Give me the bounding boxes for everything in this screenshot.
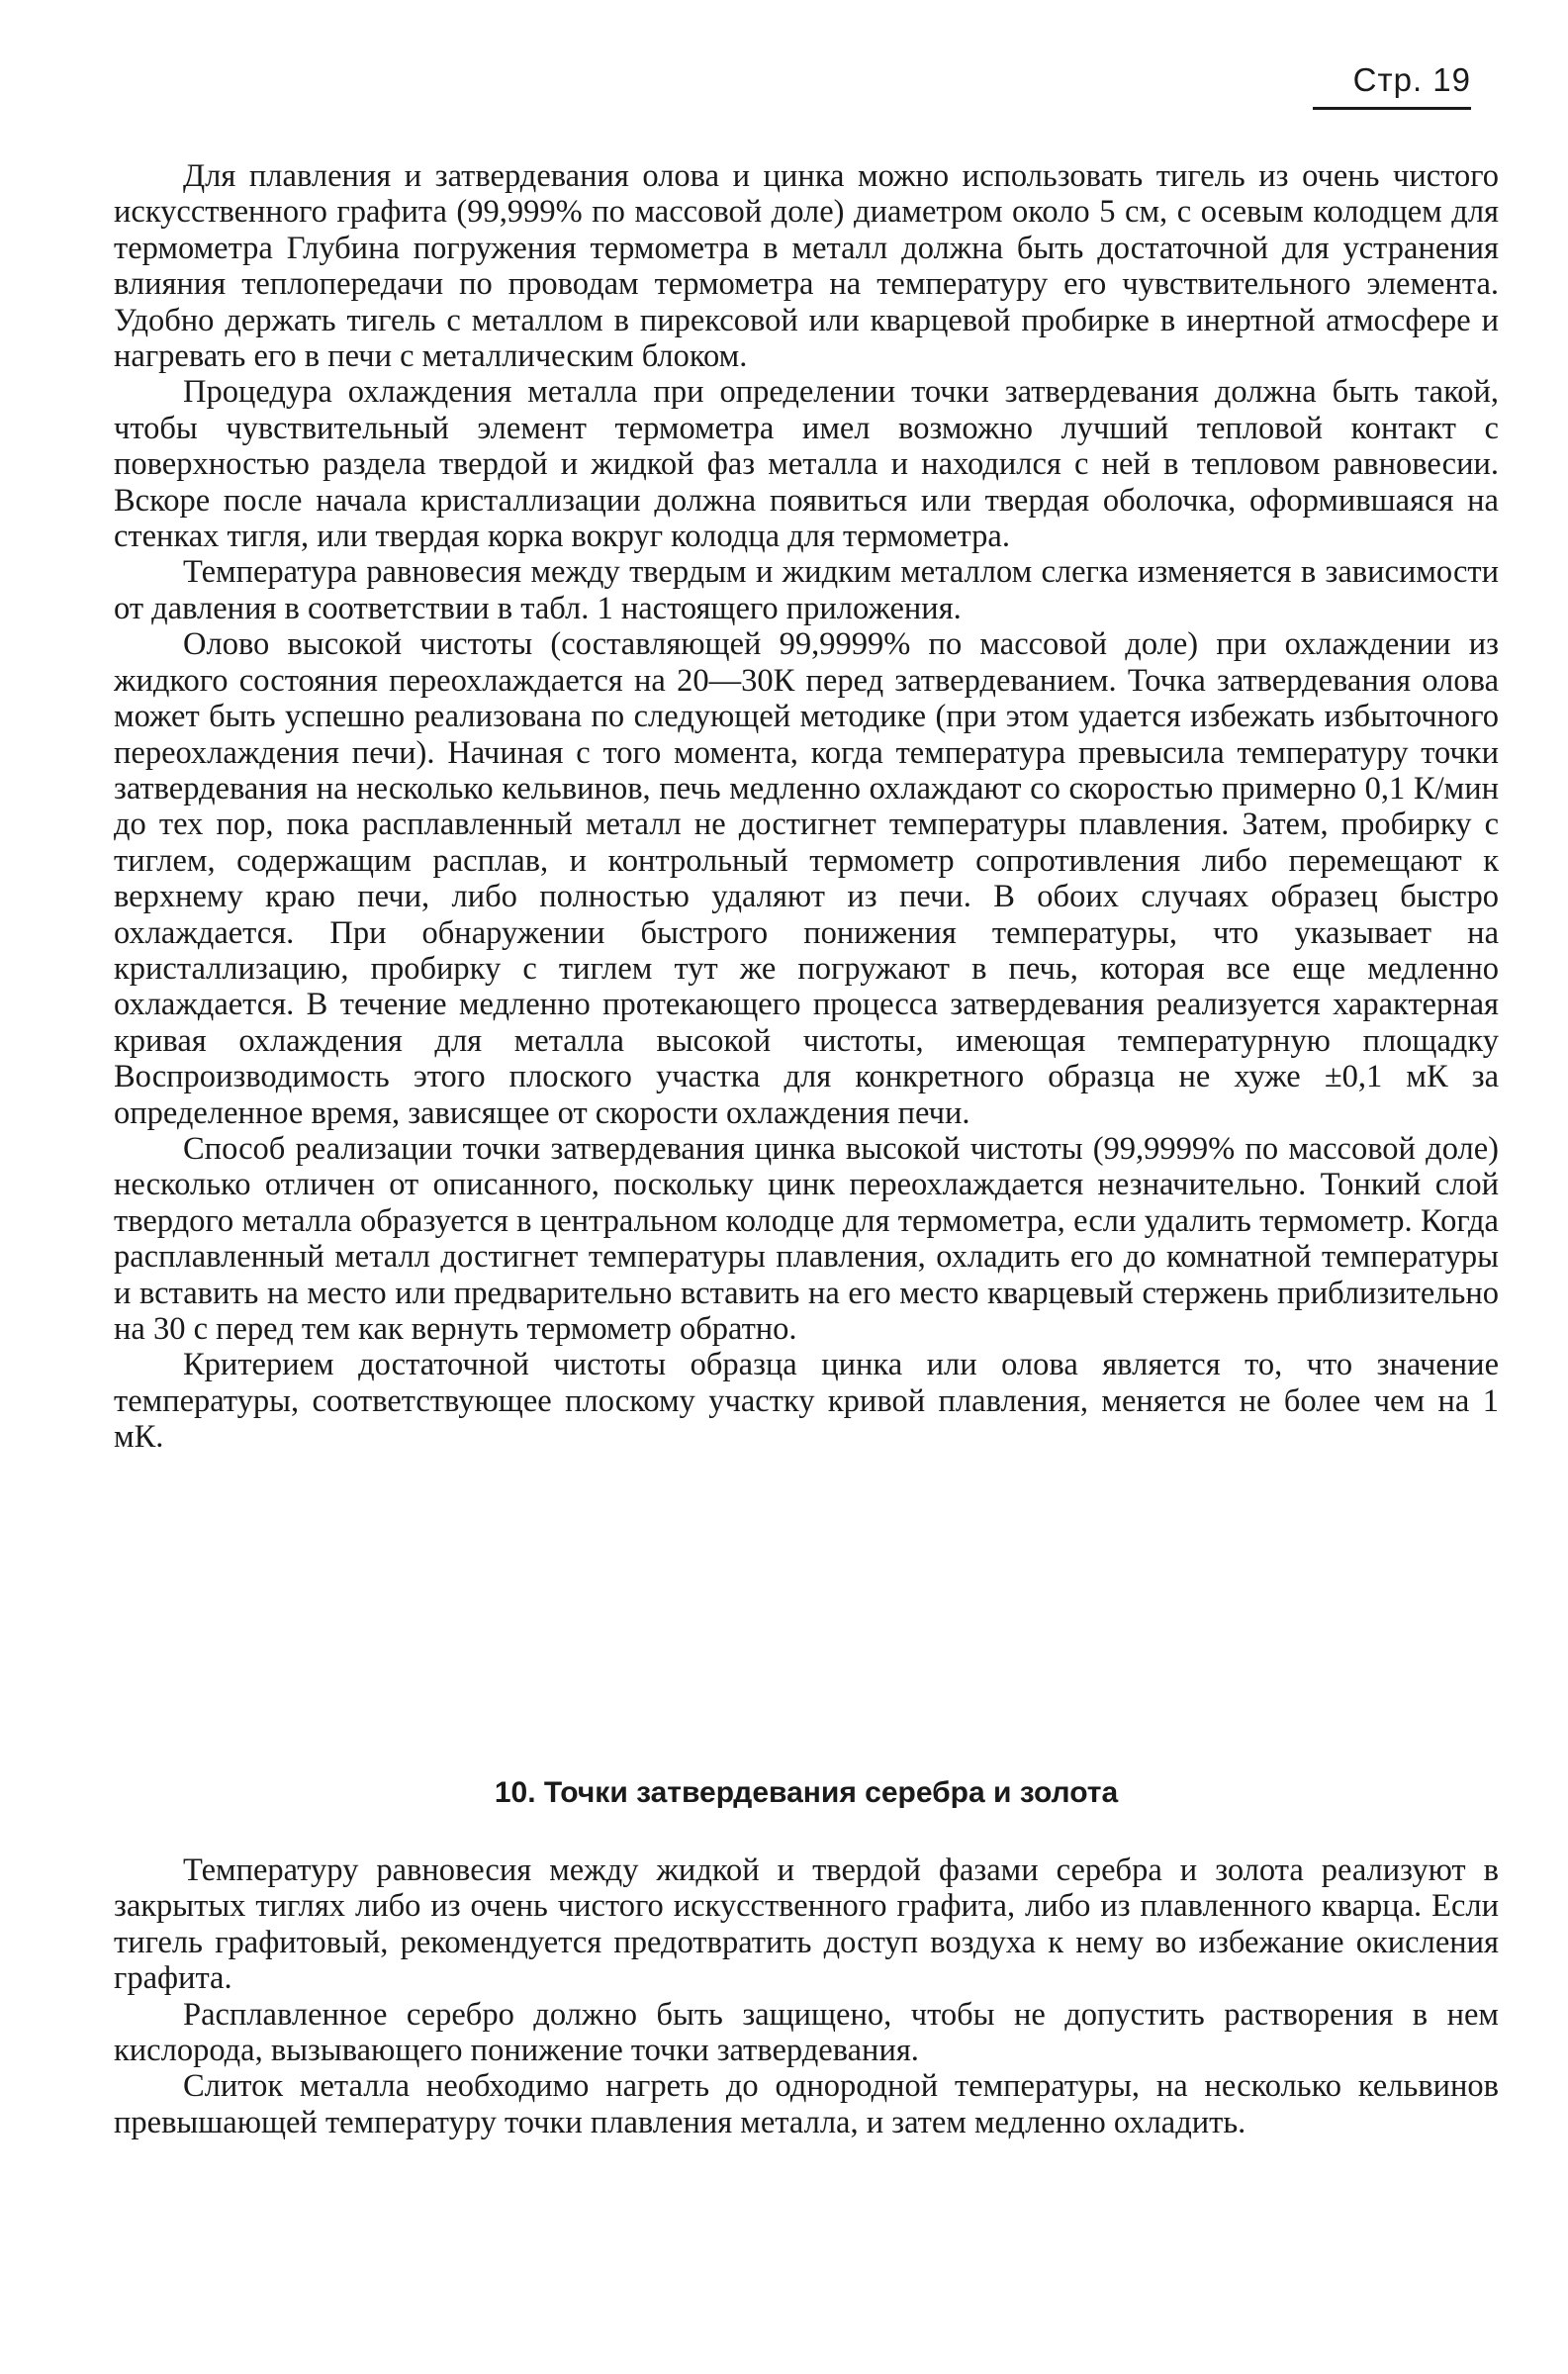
paragraph-pressure-dependence: Температура равновесия между твердым и жидким металлом слегка изменяется в зависимости от давления в соответствии в табл. 1 настоящего приложения. bbox=[114, 554, 1499, 626]
section-body-text bbox=[114, 1852, 1499, 2140]
paragraph-zinc-method: Способ реализации точки затвердевания цинка высокой чистоты (99,9999% по массовой доле) несколько отличен от описанного, поскольку цинк переохлаждается незначительно. Тонкий слой твердого металла образуется в центральном колодце для термометра, если удалить термометр. Когда расплавленный металл достигнет температуры плавления, охладить его до комнатной температуры и вставить на место или предварительно вставить на его место кварцевый стержень приблизительно на 30 с перед тем как вернуть термометр обратно. bbox=[114, 1130, 1499, 1347]
paragraph-tin-method: Олово высокой чистоты (составляющей 99,9999% по массовой доле) при охлаждении из жидкого состояния переохлаждается на 20—30К перед затвердеванием. Точка затвердевания олова может быть успешно реализована по следующей методике (при этом удается избежать избыточного переохлаждения печи). Начиная с того момента, когда температура превысила температуру точки затвердевания на несколько кельвинов, печь медленно охлаждают со скоростью примерно 0,1 К/мин до тех пор, пока расплавленный металл не достигнет температуры плавления. Затем, пробирку с тиглем, содержащим расплав, и контрольный термометр сопротивления либо перемещают к верхнему краю печи, либо полностью удаляют из печи. В обоих случаях образец быстро охлаждается. При обнаружении быстрого понижения температуры, что указывает на кристаллизацию, пробирку с тиглем тут же погружают в печь, которая все еще медленно охлаждается. В течение медленно протекающего процесса затвердевания реализуется характерная кривая охлаждения для металла высокой чистоты, имеющая температурную площадку Воспроизводимость этого плоского участка для конкретного образца не хуже ±0,1 мК за определенное время, зависящее от скорости охлаждения печи. bbox=[114, 626, 1499, 1131]
paragraph-purity-criterion: Критерием достаточной чистоты образца цинка или олова является то, что значение температуры, соответствующее плоскому участку кривой плавления, меняется не более чем на 1 мК. bbox=[114, 1347, 1499, 1456]
page-number: Стр. 19 bbox=[1352, 61, 1471, 98]
paragraph-ingot-heating: Слиток металла необходимо нагреть до однородной температуры, на несколько кельвинов превышающей температуру точки плавления металла, и затем медленно охладить. bbox=[114, 2068, 1499, 2140]
section-heading: 10. Точки затвердевания серебра и золота bbox=[494, 1776, 1119, 1809]
paragraph-crucible: Для плавления и затвердевания олова и цинка можно использовать тигель из очень чистого искусственного графита (99,999% по массовой доле) диаметром около 5 см, с осевым колодцем для термометра Глубина погружения термометра в металл должна быть достаточной для устранения влияния теплопередачи по проводам термометра на температуру его чувствительного элемента. Удобно держать тигель с металлом в пирексовой или кварцевой пробирке в инертной атмосфере и нагревать его в печи с металлическим блоком. bbox=[114, 158, 1499, 375]
paragraph-silver-gold-crucibles: Температуру равновесия между жидкой и твердой фазами серебра и золота реализуют в закрытых тиглях либо из очень чистого искусственного графита, либо из плавленного кварца. Если тигель графитовый, рекомендуется предотвратить доступ воздуха к нему во избежание окисления графита. bbox=[114, 1852, 1499, 1997]
paragraph-cooling-procedure: Процедура охлаждения металла при определении точки затвердевания должна быть такой, чтобы чувствительный элемент термометра имел возможно лучший тепловой контакт с поверхностью раздела твердой и жидкой фаз металла и находился с ней в тепловом равновесии. Вскоре после начала кристаллизации должна появиться или твердая оболочка, оформившаяся на стенках тигля, или твердая корка вокруг колодца для термометра. bbox=[114, 374, 1499, 555]
body-text bbox=[114, 158, 1499, 1456]
paragraph-silver-protection: Расплавленное серебро должно быть защищено, чтобы не допустить растворения в нем кислорода, вызывающего понижение точки затвердевания. bbox=[114, 1996, 1499, 2069]
page-number-underline bbox=[1313, 107, 1471, 110]
